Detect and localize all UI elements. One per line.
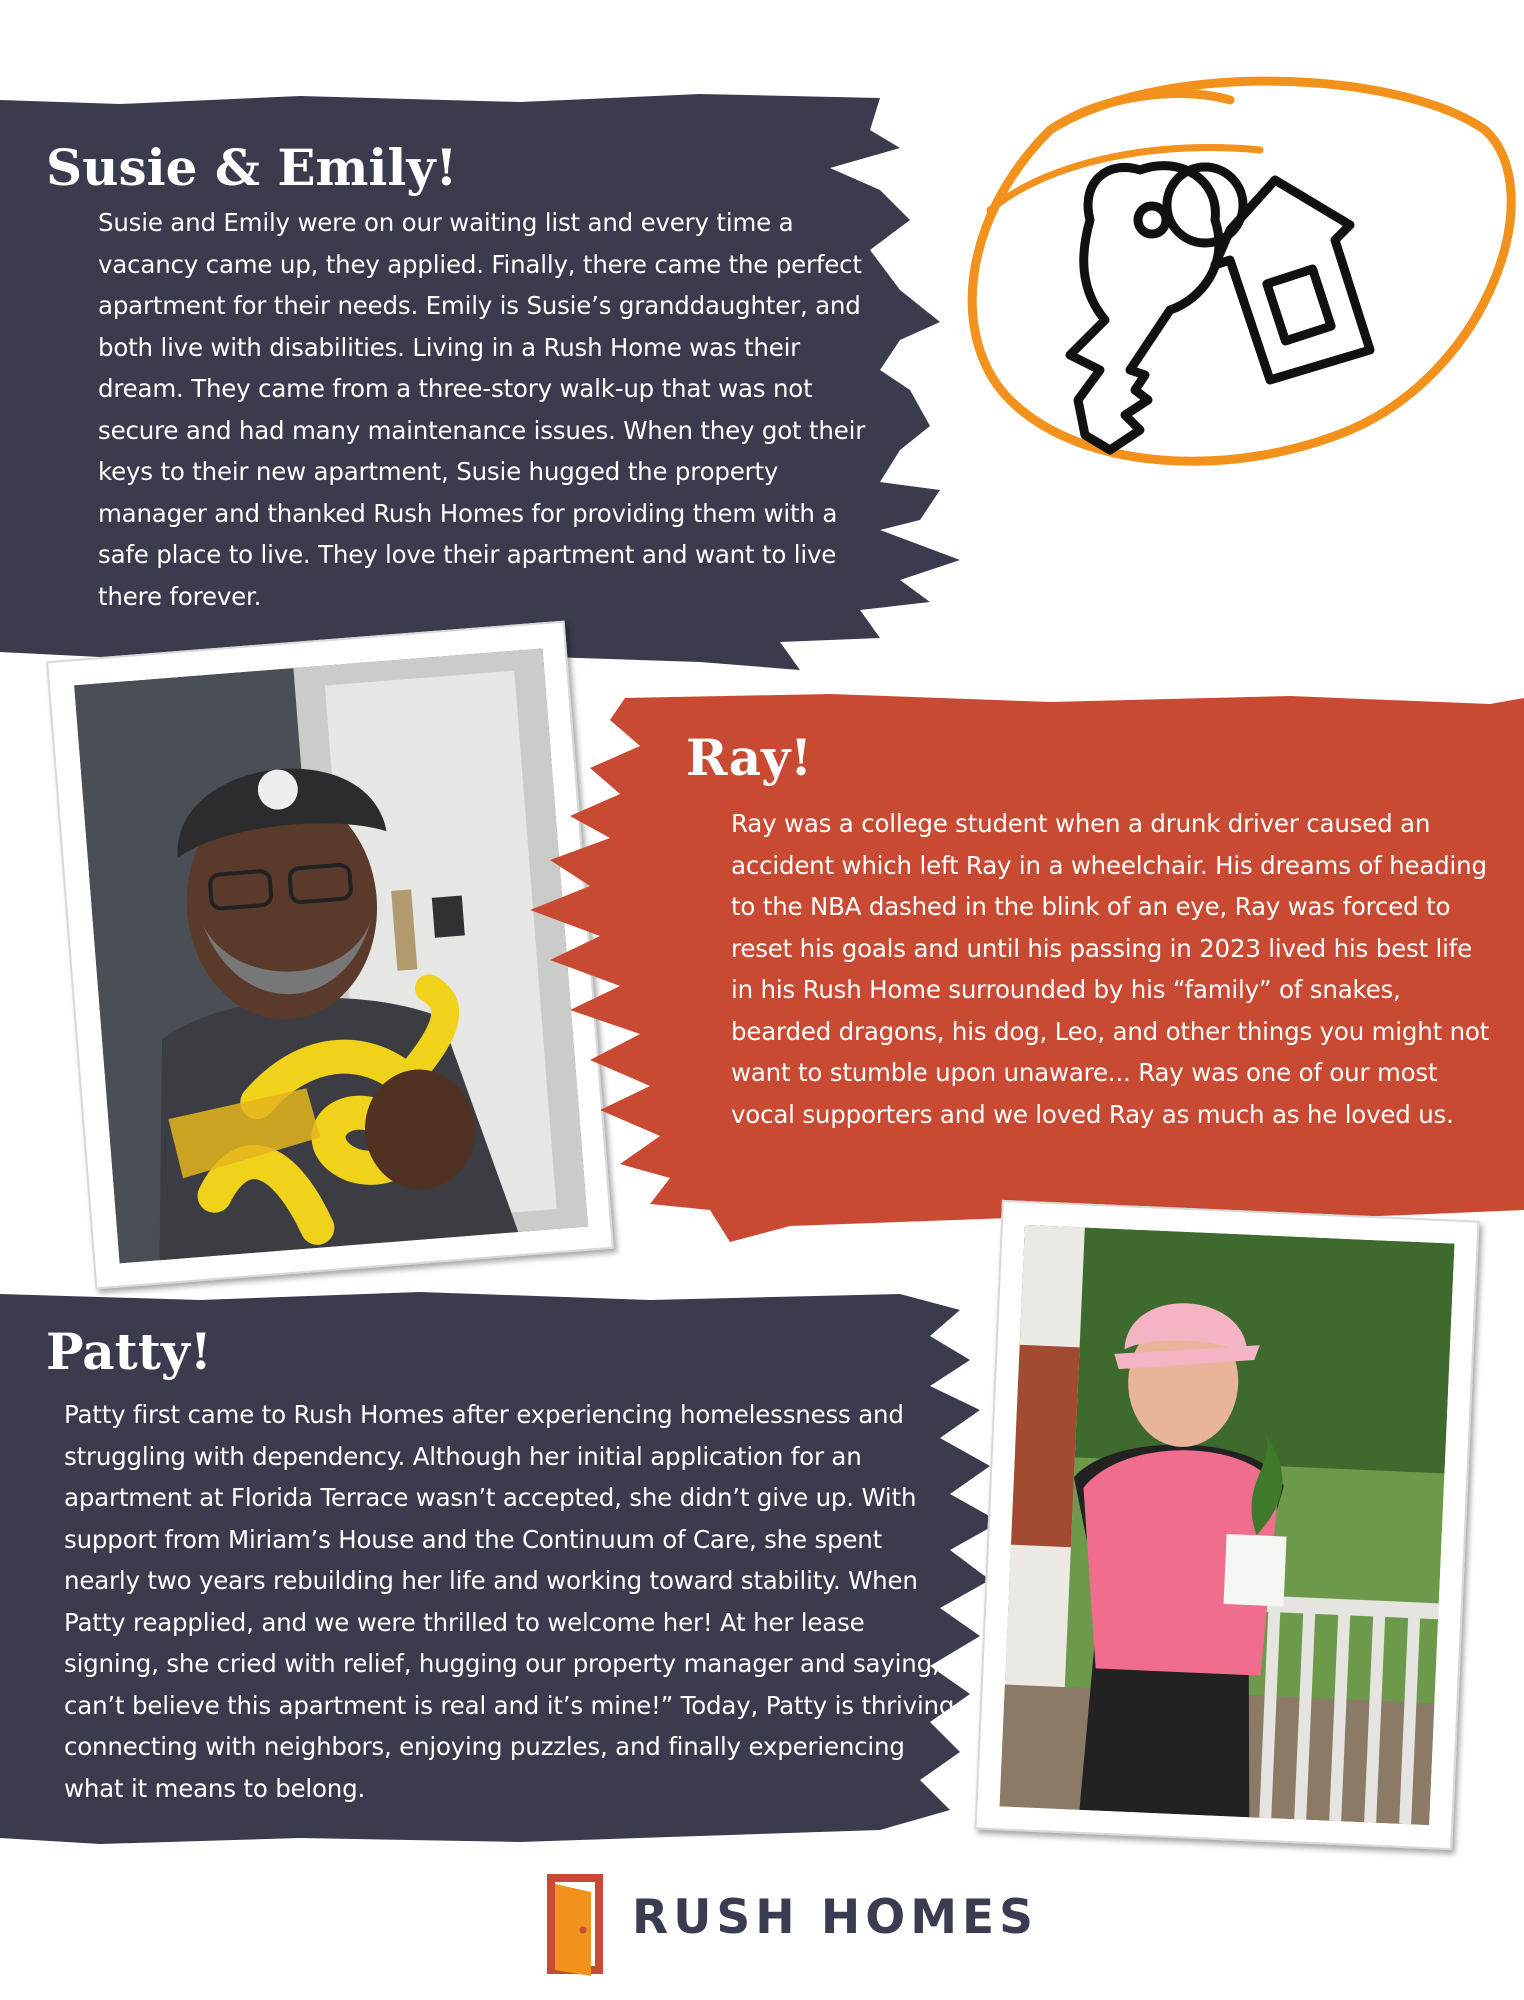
story-line: Patty first came to Rush Homes after experiencing homelessness and [64,1400,904,1429]
story-line: both live with disabilities. Living in a Rush Home was their [98,332,801,362]
story-line: vocal supporters and we loved Ray as much as he loved us. [731,1099,1454,1129]
story-title-ray: Ray! [686,728,813,787]
story-line: struggling with dependency. Although her initial application for an [64,1441,862,1471]
story-line: want to stumble upon unaware... Ray was one of our most [731,1058,1438,1087]
story-line: secure and had many maintenance issues. When they got their [98,415,866,445]
story-line: support from Miriam’s House and the Continuum of Care, she spent [64,1524,882,1554]
photo-of-ray-holding-yellow-snake [74,648,588,1263]
story-line: dream. They came from a three-story walk-up that was not [98,374,813,403]
story-body-ray [731,803,1489,1135]
story-line: to the NBA dashed in the blink of an eye, Ray was forced to [731,892,1451,921]
story-title-patty: Patty! [46,1322,212,1381]
story-line: vacancy came up, they applied. Finally, there came the perfect [98,249,862,279]
story-line: apartment for their needs. Emily is Susie’s granddaughter, and [98,291,861,320]
photo-of-patty-holding-plant [1000,1225,1455,1825]
story-line: Patty reapplied, and we were thrilled to welcome her! At her lease [64,1607,865,1637]
story-line: nearly two years rebuilding her life and working toward stability. When [64,1566,918,1595]
ray-photo-frame [46,621,614,1290]
story-line: Ray was a college student when a drunk driver caused an [731,809,1431,838]
story-line: can’t believe this apartment is real and it’s mine!” Today, Patty is thriving, [64,1690,962,1720]
story-line: signing, she cried with relief, hugging our property manager and saying, “I [64,1649,967,1678]
story-line: accident which left Ray in a wheelchair. His dreams of heading [731,850,1487,880]
story-line: Susie and Emily were on our waiting list and every time a [98,208,794,237]
story-body-susie-emily [98,202,865,617]
story-line: manager and thanked Rush Homes for providing them with a [98,498,838,528]
story-line: keys to their new apartment, Susie hugged the property [98,457,779,486]
story-line: safe place to live. They love their apartment and want to live [98,540,837,569]
story-body-patty [64,1394,967,1809]
story-title-susie-emily: Susie & Emily! [46,138,458,197]
story-line: what it means to belong. [64,1773,366,1803]
story-line: apartment at Florida Terrace wasn’t accepted, she didn’t give up. With [64,1483,917,1512]
story-line: bearded dragons, his dog, Leo, and other things you might not [731,1016,1490,1046]
story-line: there forever. [98,581,262,611]
footer-logo-text: RUSH HOMES [632,1890,1038,1945]
house-keys-icon [930,70,1520,520]
story-line: in his Rush Home surrounded by his “family” of snakes, [731,975,1401,1004]
story-line: reset his goals and until his passing in 2023 lived his best life [731,933,1473,963]
patty-photo-frame [974,1200,1479,1850]
story-line: connecting with neighbors, enjoying puzzles, and finally experiencing [64,1732,905,1761]
door-logo-icon [545,1870,615,1980]
